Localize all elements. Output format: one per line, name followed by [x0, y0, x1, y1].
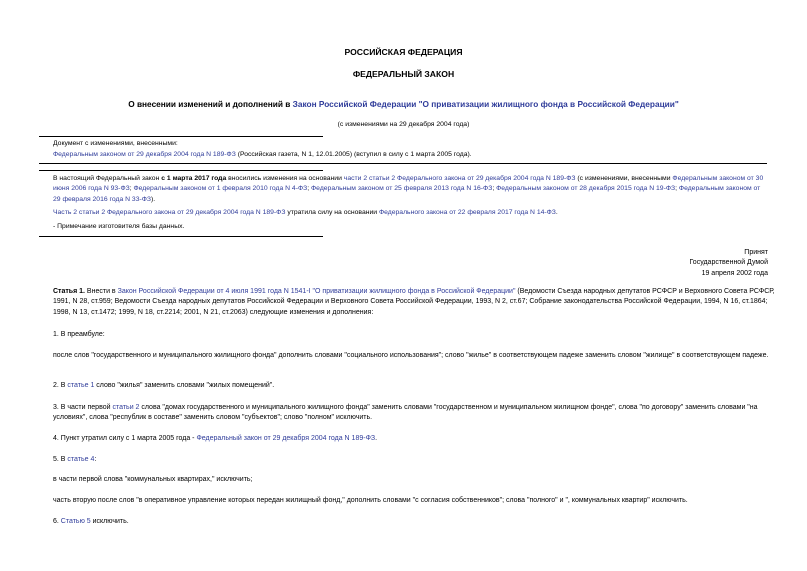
item-2	[39, 381, 785, 391]
country-heading: РОССИЙСКАЯ ФЕДЕРАЦИЯ	[344, 47, 463, 57]
note-text: ).	[151, 195, 156, 203]
note-text: .	[555, 209, 558, 217]
note-text: ;	[675, 185, 679, 193]
article-link[interactable]: статьи 2	[112, 404, 140, 411]
item-text: 4. Пункт утратил силу с 1 марта 2005 года -	[53, 435, 197, 442]
item-text: 6.	[53, 518, 61, 525]
note-link[interactable]: Федеральным законом от 1 февраля 2010 года N 4-ФЗ	[133, 185, 308, 193]
note-text: (с изменениями, внесенными	[575, 175, 673, 182]
amending-law-link[interactable]: Федеральный закон от 29 декабря 2004 года N 189-ФЗ	[196, 435, 376, 442]
amending-law-link[interactable]: Федеральным законом от 29 декабря 2004 года N 189-ФЗ	[53, 151, 236, 159]
adopted-line: Принят	[744, 249, 768, 256]
note-text: вносились изменения на основании	[226, 175, 344, 182]
item-5	[39, 455, 785, 465]
note-link[interactable]: Федеральным законом от 30 июня 2006 года N 93-ФЗ	[53, 175, 764, 193]
item-text: 3. В части первой	[53, 404, 113, 411]
note-link[interactable]: части 2 статьи 2 Федерального закона от 29 декабря 2004 года N 189-ФЗ	[343, 175, 576, 182]
item-text: исключить.	[90, 518, 129, 525]
note-text: В настоящий Федеральный закон	[53, 175, 162, 182]
editor-note	[39, 174, 769, 232]
law-type-heading: ФЕДЕРАЛЬНЫЙ ЗАКОН	[352, 69, 455, 79]
divider	[39, 136, 323, 137]
note-link[interactable]: Федерального закона от 22 февраля 2017 года N 14-ФЗ	[378, 209, 556, 217]
note-text: ;	[129, 185, 134, 193]
item-5-part-1: в части первой слова "коммунальных квартирах," исключить;	[53, 476, 253, 483]
article-1	[39, 287, 785, 318]
article-text: Внести в	[84, 288, 118, 295]
item-1: 1. В преамбуле:	[53, 331, 105, 338]
divider	[39, 236, 323, 237]
note-text: ;	[307, 185, 312, 193]
note-date: с 1 марта 2017 года	[161, 175, 227, 182]
item-text: слово "жилья" заменить словами "жилых помещений".	[94, 382, 275, 389]
item-1-text: после слов "государственного и муниципального жилищного фонда" дополнить словами "социального использования"; слово "жилье" в соответствующем падеже заменить словом "жилище" в соответствующем падеже.	[53, 352, 769, 359]
article-link[interactable]: Статью 5	[60, 518, 91, 525]
note-paragraph-3: - Примечание изготовителя базы данных.	[53, 222, 185, 230]
item-text: 5. В	[53, 456, 68, 463]
item-text: .	[375, 435, 378, 442]
item-text: :	[94, 456, 97, 463]
doc-changes	[39, 139, 783, 161]
item-3	[39, 403, 785, 424]
article-text: (Ведомости Съезда народных депутатов РСФСР и Верховного Совета РСФСР, 1991, N 28, ст.959; Ведомости Съезда народных депутатов Российской Федерации и Верховного Совета Российской Федерации, 1993, N 2, ст.67; Собрание законодательства Российской Федерации, 1994, N 16, ст.1864; 1998, N 13, ст.1472; 1999, N 18, ст.2214; 2001, N 21, ст.2063) следующие изменения и дополнения:	[53, 288, 775, 316]
note-paragraph-1	[39, 174, 769, 205]
note-paragraph-2	[39, 208, 769, 218]
title-prefix: О внесении изменений и дополнений в	[128, 99, 293, 109]
title-law-link[interactable]: Закон Российской Федерации "О приватизации жилищного фонда в Российской Федерации"	[292, 99, 679, 109]
privatization-law-link[interactable]: Закон Российской Федерации от 4 июля 1991 года N 1541-I "О приватизации жилищного фонда в Российской Федерации"	[117, 288, 516, 295]
note-text: утратила силу на основании	[285, 209, 379, 217]
article-link[interactable]: статье 4	[67, 456, 95, 463]
adopted-body: Государственной Думой	[689, 259, 768, 267]
item-6	[39, 517, 785, 527]
item-4	[39, 434, 785, 444]
divider	[39, 163, 767, 164]
item-text: 2. В	[53, 382, 68, 389]
note-link[interactable]: Часть 2 статьи 2 Федерального закона от 29 декабря 2004 года N 189-ФЗ	[53, 209, 286, 217]
doc-changes-rest: (Российская газета, N 1, 12.01.2005) (вступил в силу с 1 марта 2005 года).	[235, 151, 472, 159]
note-link[interactable]: Федеральным законом от 28 декабря 2015 года N 19-ФЗ	[496, 185, 676, 193]
divider	[39, 170, 323, 171]
doc-changes-line	[53, 150, 783, 160]
note-text: ;	[492, 185, 497, 193]
note-link[interactable]: Федеральным законом от 29 февраля 2016 года N 33-ФЗ	[53, 185, 761, 203]
edition-note: (с изменениями на 29 декабря 2004 года)	[337, 121, 470, 128]
item-text: слова "домах государственного и муниципального жилищного фонда" заменить словами "государственном и муниципальном жилищном фонде", слова "по договору" заменить словами "на условиях", слова "республик в составе" заменить словом "субъектов"; слово "полном" исключить.	[53, 404, 758, 422]
adoption-block	[689, 248, 768, 279]
note-link[interactable]: Федеральным законом от 25 февраля 2013 года N 16-ФЗ	[311, 185, 493, 193]
article-link[interactable]: статье 1	[67, 382, 95, 389]
law-title	[0, 99, 807, 109]
doc-changes-intro: Документ с изменениями, внесенными:	[53, 140, 178, 147]
item-5-part-2: часть вторую после слов "в оперативное управление которых передан жилищный фонд," дополнить словами "с согласия собственников"; слова "полного" и ", коммунальных квартир" исключить.	[53, 497, 688, 504]
article-1-label: Статья 1.	[53, 288, 85, 295]
adopted-date: 19 апреля 2002 года	[701, 269, 768, 277]
